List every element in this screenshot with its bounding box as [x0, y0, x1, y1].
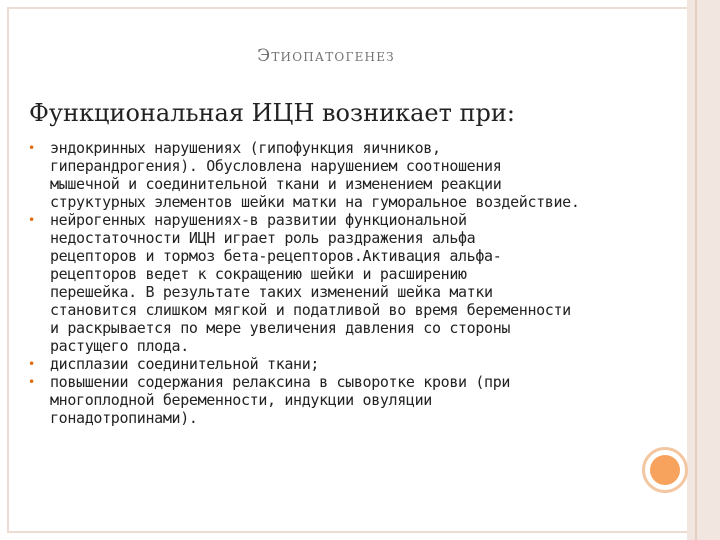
bullet-line: мышечной и соединительной ткани и изменением реакции — [50, 175, 502, 193]
bullet-list — [28, 139, 700, 427]
bullet-marker: • — [28, 141, 35, 155]
slide-title: Этиопатогенез — [257, 46, 395, 66]
bullet-line: рецепторов ведет к сокращению шейки и расширению — [50, 265, 467, 283]
bullet-marker: • — [28, 213, 35, 227]
bullet-marker: • — [28, 357, 35, 371]
bullet-line: становится слишком мягкой и податливой во время беременности — [50, 301, 571, 319]
bullet-line: структурных элементов шейки матки на гуморальное воздействие. — [50, 193, 580, 211]
bullet-item-dysplasia — [28, 355, 700, 373]
slide-subtitle: Функциональная ИЦН возникает при: — [29, 99, 515, 127]
bullet-line: и раскрывается по мере увеличения давления со стороны — [50, 319, 511, 337]
bullet-line: многоплодной беременности, индукции овуляции — [50, 391, 432, 409]
bullet-line: дисплазии соединительной ткани; — [50, 355, 320, 373]
bullet-marker: • — [28, 375, 35, 389]
bullet-line: гиперандрогения). Обусловлена нарушением соотношения — [50, 157, 502, 175]
bullet-item-endocrine — [28, 139, 700, 211]
bullet-item-neurogenic — [28, 211, 700, 355]
bullet-line: рецепторов и тормоз бета-рецепторов.Активация альфа- — [50, 247, 502, 265]
decorative-circle-icon — [642, 447, 688, 493]
decorative-circle-inner — [650, 455, 680, 485]
bullet-line: повышении содержания релаксина в сыворотке крови (при — [50, 373, 511, 391]
bullet-line: перешейка. В результате таких изменений шейка матки — [50, 283, 493, 301]
bullet-line: растущего плода. — [50, 337, 189, 355]
bullet-line: нейрогенных нарушениях-в развитии функциональной — [50, 211, 467, 229]
bullet-line: эндокринных нарушениях (гипофункция яичников, — [50, 139, 441, 157]
bullet-line: недостаточности ИЦН играет роль раздражения альфа — [50, 229, 476, 247]
bullet-line: гонадотропинами). — [50, 409, 198, 427]
bullet-item-relaxin — [28, 373, 700, 427]
